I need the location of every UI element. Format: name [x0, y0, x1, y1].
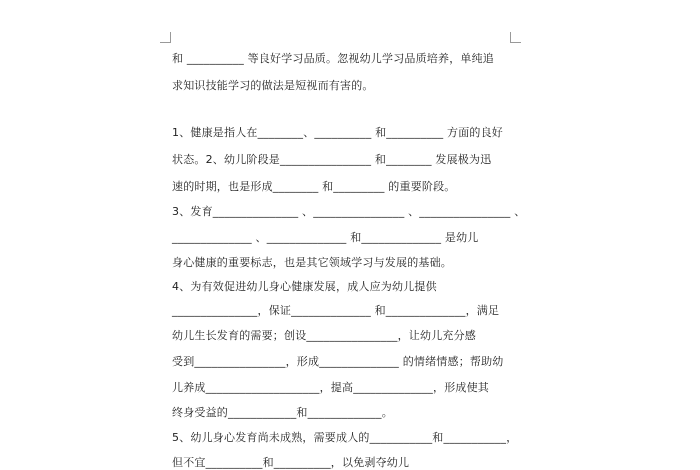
text-line: 求知识技能学习的做法是短视而有害的。 — [172, 79, 374, 92]
text-line: 3、发育_______________ 、________________ 、________________ 、 — [172, 205, 526, 218]
crop-mark-top-right — [510, 32, 521, 43]
text-line: _______________，保证______________ 和______________，满足 — [172, 304, 500, 317]
text-line: 状态。2、幼儿阶段是________________ 和________ 发展极为迅 — [172, 153, 492, 166]
crop-mark-top-left — [160, 32, 171, 43]
text-line: 和 __________ 等良好学习品质。忽视幼儿学习品质培养，单纯追 — [172, 52, 494, 65]
text-line: 儿养成____________________，提高______________，形成使其 — [172, 381, 489, 394]
text-line: 身心健康的重要标志，也是其它领域学习与发展的基础。 — [172, 256, 452, 269]
text-line: 速的时期，也是形成________ 和_________ 的重要阶段。 — [172, 180, 456, 193]
text-line: 但不宜__________和__________，以免剥夺幼儿 — [172, 456, 410, 469]
text-line: ______________ 、______________ 和______________ 是幼儿 — [172, 231, 479, 244]
text-line: 终身受益的____________和_____________。 — [172, 406, 393, 419]
text-line: 1、健康是指人在________、__________ 和__________ 方面的良好 — [172, 126, 503, 139]
text-line: 5、幼儿身心发育尚未成熟，需要成人的___________和___________， — [172, 431, 518, 444]
text-line: 受到________________，形成______________ 的情绪情感；帮助幼 — [172, 355, 504, 368]
text-line: 4、为有效促进幼儿身心健康发展，成人应为幼儿提供 — [172, 280, 437, 293]
text-line: 幼儿生长发育的需要；创设________________，让幼儿充分感 — [172, 329, 476, 342]
